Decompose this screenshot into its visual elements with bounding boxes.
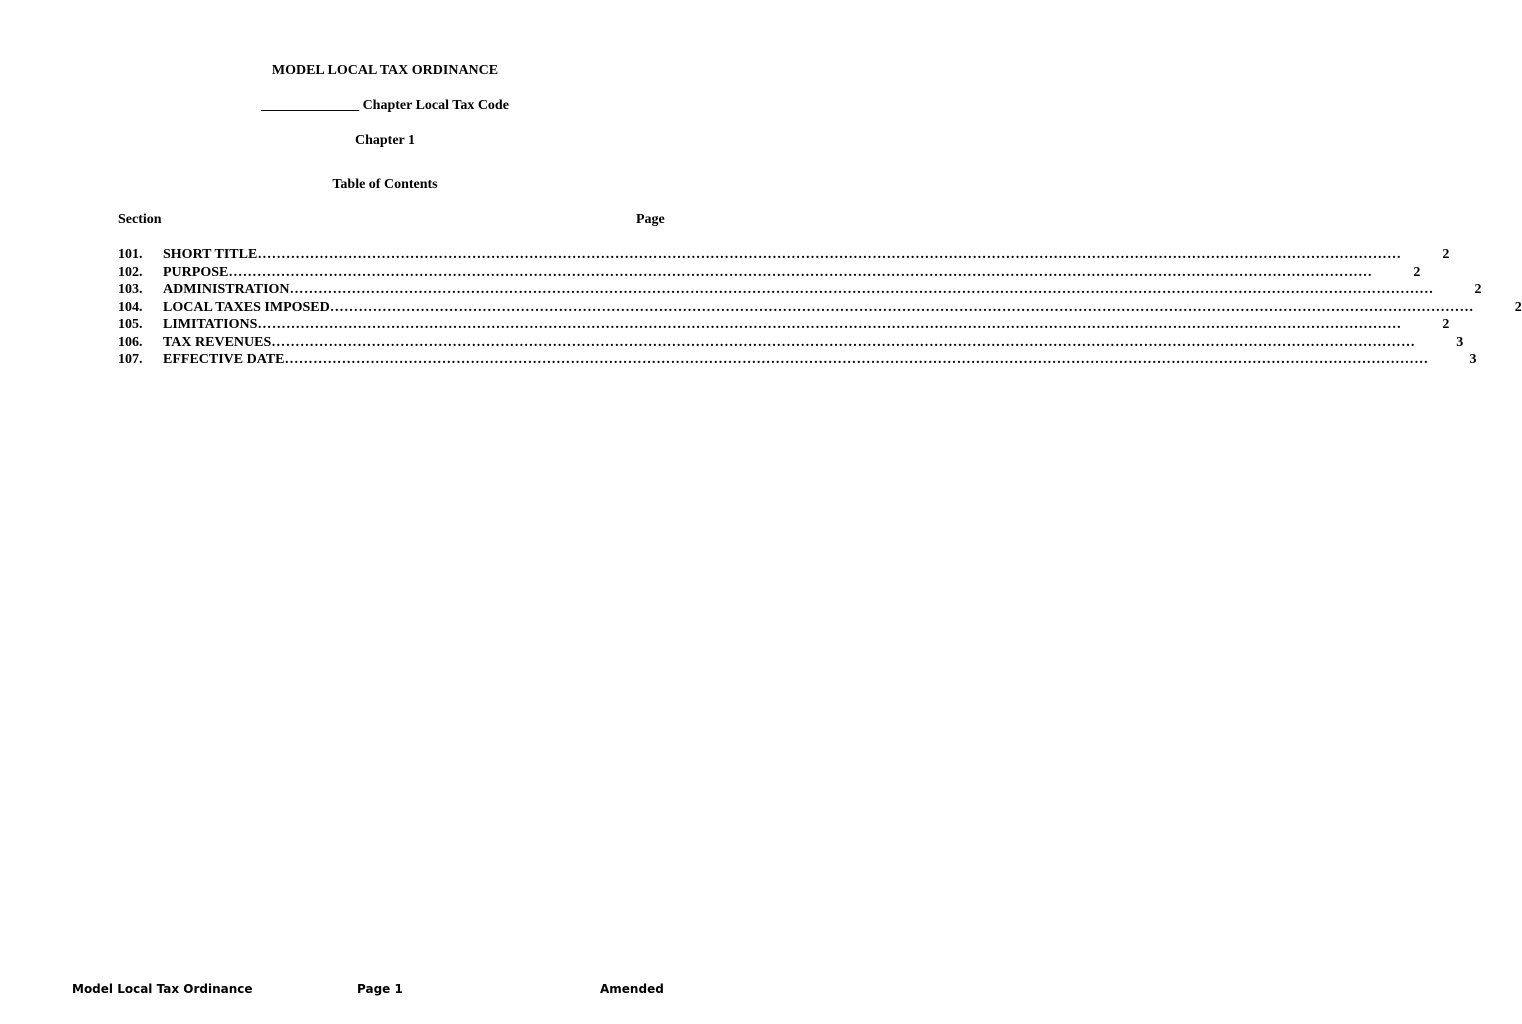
toc-entry-title: TAX REVENUES <box>163 334 272 350</box>
toc-leader-dots: …………………………………………………………………………………………………………………………………………………………………………………………………………………… <box>228 264 1373 280</box>
toc-entry-page: 2 <box>1442 317 1450 332</box>
toc-entry-page: 2 <box>1442 247 1450 262</box>
toc-leader-dots: …………………………………………………………………………………………………………………………………………………………………………………………………………………… <box>271 334 1416 350</box>
toc-entry[interactable] <box>118 351 1477 369</box>
toc-entry-title: SHORT TITLE <box>163 247 258 262</box>
toc-entry-number: 106. <box>118 334 143 350</box>
toc-entry-title: LOCAL TAXES IMPOSED <box>163 299 330 315</box>
toc-entry-title: ADMINISTRATION <box>163 282 290 297</box>
toc-leader-dots: …………………………………………………………………………………………………………………………………………………………………………………………………………………… <box>284 352 1429 367</box>
footer-amended-label: Amended <box>600 982 664 996</box>
toc-entry-number: 103. <box>118 282 143 297</box>
chapter-label: Chapter 1 <box>354 133 416 148</box>
toc-entry-page: 2 <box>1413 264 1421 280</box>
footer-document-name: Model Local Tax Ordinance <box>72 982 253 996</box>
toc-entry-number: 102. <box>118 264 143 280</box>
toc-entry-page: 2 <box>1474 282 1482 297</box>
page-column-header: Page <box>636 212 665 227</box>
toc-leader-dots: …………………………………………………………………………………………………………………………………………………………………………………………………………………… <box>257 317 1402 332</box>
toc-entry-title: PURPOSE <box>163 264 229 280</box>
toc-entry[interactable] <box>118 246 1450 264</box>
toc-leader-dots: …………………………………………………………………………………………………………………………………………………………………………………………………………………… <box>289 282 1434 297</box>
toc-entry-title: EFFECTIVE DATE <box>163 352 285 367</box>
toc-entry[interactable] <box>118 264 1421 282</box>
toc-entry[interactable] <box>118 299 1522 317</box>
footer-page-number: Page 1 <box>357 982 403 996</box>
toc-entry-page: 3 <box>1469 352 1477 367</box>
toc-entry-title: LIMITATIONS <box>163 317 258 332</box>
toc-entry-number: 104. <box>118 299 143 315</box>
toc-heading: Table of Contents <box>332 177 438 192</box>
toc-entry[interactable] <box>118 316 1450 334</box>
section-column-header: Section <box>118 212 162 227</box>
toc-entry[interactable] <box>118 281 1482 299</box>
toc-entry[interactable] <box>118 334 1464 352</box>
toc-entry-page: 3 <box>1456 334 1464 350</box>
toc-entry-page: 2 <box>1514 299 1522 315</box>
toc-entry-number: 105. <box>118 317 143 332</box>
table-of-contents <box>118 246 1522 369</box>
document-title: MODEL LOCAL TAX ORDINANCE <box>271 63 499 78</box>
toc-entry-number: 101. <box>118 247 143 262</box>
chapter-code-line: ______________ Chapter Local Tax Code <box>261 98 509 113</box>
toc-entry-number: 107. <box>118 352 143 367</box>
toc-leader-dots: …………………………………………………………………………………………………………………………………………………………………………………………………………………… <box>329 299 1474 315</box>
toc-leader-dots: …………………………………………………………………………………………………………………………………………………………………………………………………………………… <box>257 247 1402 262</box>
